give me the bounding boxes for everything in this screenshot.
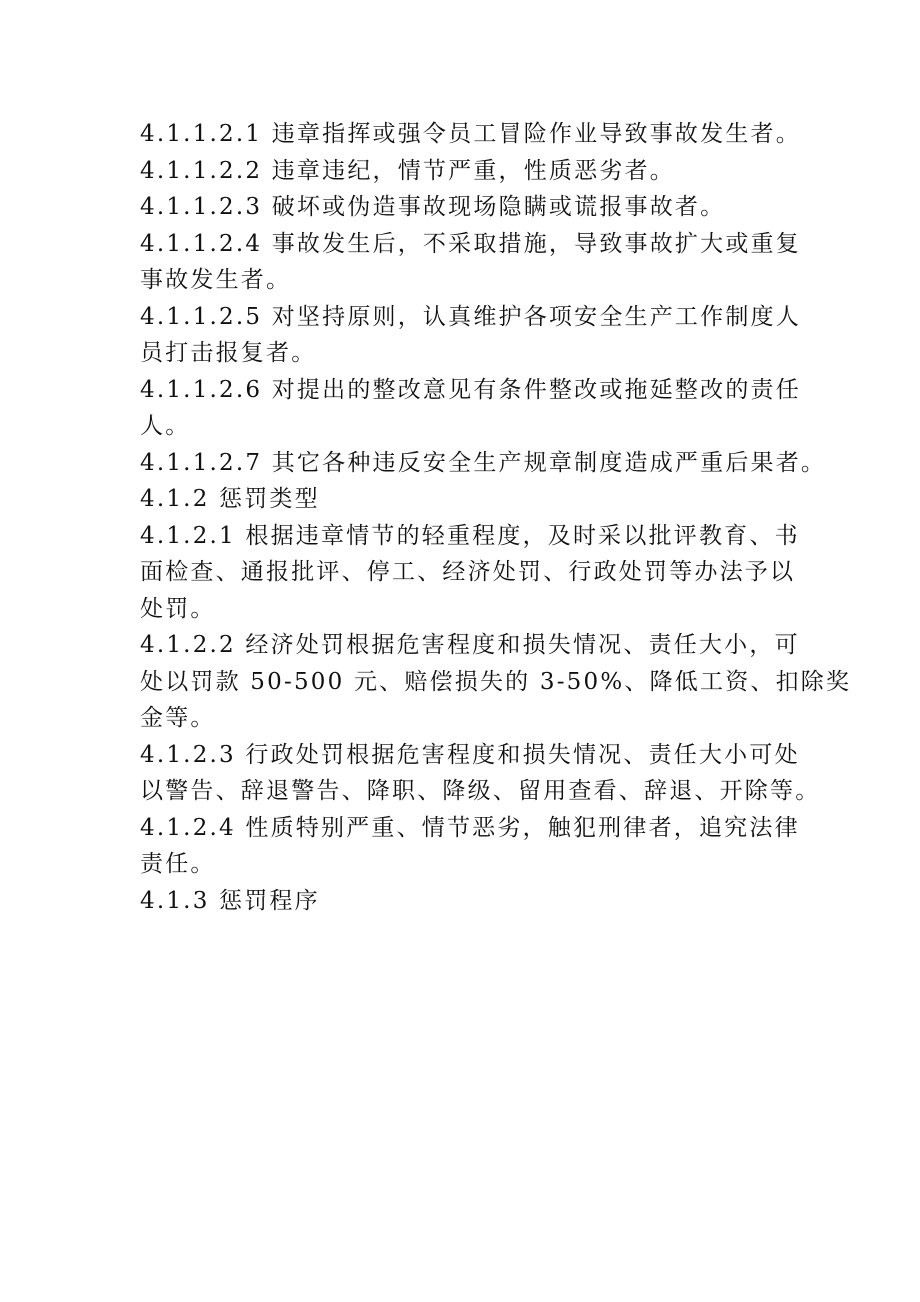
text-line: 4.1.2.2 经济处罚根据危害程度和损失情况、责任大小，可 <box>140 632 800 658</box>
text-line: 4.1.2.3 行政处罚根据危害程度和损失情况、责任大小可处 <box>140 741 800 768</box>
text-line: 以警告、辞退警告、降职、降级、留用查看、辞退、开除等。 <box>140 778 821 804</box>
text-line: 人。 <box>140 413 191 439</box>
clause-4-1-1-2-3 <box>140 189 820 226</box>
clause-4-1-1-2-5 <box>140 299 820 372</box>
clause-4-1-1-2-6 <box>140 372 820 445</box>
text-line: 4.1.1.2.6 对提出的整改意见有条件整改或拖延整改的责任 <box>140 376 801 403</box>
clause-4-1-1-2-4 <box>140 226 820 299</box>
clause-4-1-2-3 <box>140 737 820 810</box>
clause-4-1-1-2-2 <box>140 153 820 190</box>
clause-4-1-2-1 <box>140 518 820 628</box>
text-line: 事故发生者。 <box>140 267 292 293</box>
text-line: 4.1.1.2.1 违章指挥或强令员工冒险作业导致事故发生者。 <box>140 121 801 147</box>
text-line: 4.1.1.2.4 事故发生后，不采取措施，导致事故扩大或重复 <box>140 230 801 257</box>
text-line: 4.1.3 惩罚程序 <box>140 887 320 914</box>
document-page <box>140 116 852 919</box>
text-line: 金等。 <box>140 705 216 731</box>
text-line: 处罚。 <box>140 595 216 622</box>
clause-4-1-1-2-7 <box>140 445 827 482</box>
text-line: 责任。 <box>140 851 216 877</box>
section-heading-4-1-3 <box>140 883 820 920</box>
text-line: 面检查、通报批评、停工、经济处罚、行政处罚等办法予以 <box>140 559 796 585</box>
clause-4-1-2-2 <box>140 627 852 737</box>
section-heading-4-1-2 <box>140 481 820 518</box>
text-line: 4.1.2.4 性质特别严重、情节恶劣，触犯刑律者，追究法律 <box>140 814 800 841</box>
text-line: 4.1.1.2.7 其它各种违反安全生产规章制度造成严重后果者。 <box>140 449 827 476</box>
text-line: 员打击报复者。 <box>140 340 317 366</box>
text-line: 4.1.1.2.5 对坚持原则，认真维护各项安全生产工作制度人 <box>140 303 801 330</box>
clause-4-1-1-2-1 <box>140 116 820 153</box>
clause-4-1-2-4 <box>140 810 820 883</box>
text-line: 4.1.1.2.2 违章违纪，情节严重，性质恶劣者。 <box>140 157 675 184</box>
text-line: 处以罚款 50-500 元、赔偿损失的 3-50%、降低工资、扣除奖 <box>140 668 852 695</box>
text-line: 4.1.1.2.3 破坏或伪造事故现场隐瞒或谎报事故者。 <box>140 194 726 220</box>
text-line: 4.1.2.1 根据违章情节的轻重程度，及时采以批评教育、书 <box>140 522 800 549</box>
text-line: 4.1.2 惩罚类型 <box>140 486 320 512</box>
